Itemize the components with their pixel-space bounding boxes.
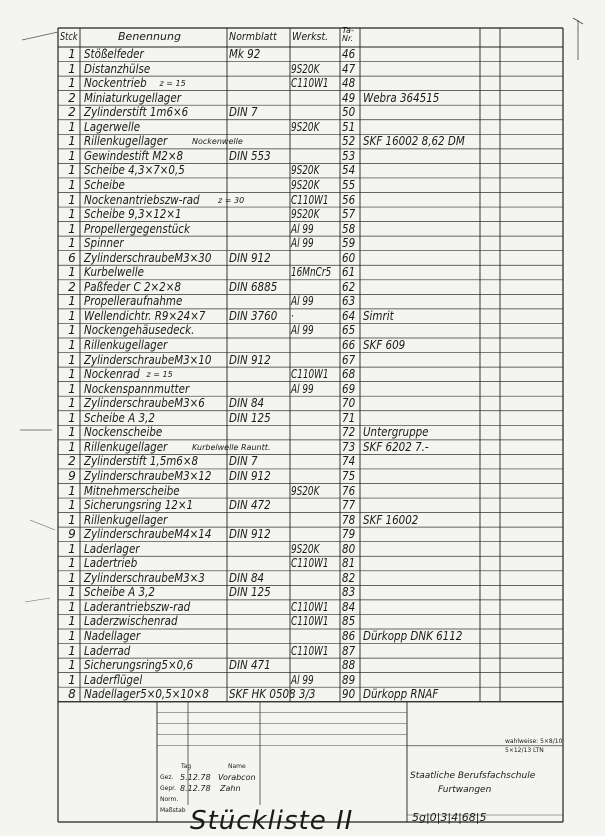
row-stk: 1 (68, 192, 76, 207)
row-stk: 1 (68, 599, 76, 614)
row-werk: Al 99 (291, 236, 314, 251)
row-note: Nockenwelle (192, 137, 243, 147)
row-name: Zylinderstift 1,5m6×8 (84, 454, 199, 469)
row-norm: DIN 912 (229, 352, 271, 367)
norm-label: Norm. (160, 796, 179, 803)
document-title: Stückliste II (190, 806, 354, 836)
row-nr: 90 (342, 687, 356, 702)
row-stk: 1 (68, 294, 76, 309)
row-extra: Untergruppe (363, 425, 429, 440)
row-nr: 68 (342, 367, 356, 382)
row-stk: 1 (68, 672, 76, 687)
row-nr: 63 (342, 294, 356, 309)
row-name: Miniaturkugellager (84, 90, 181, 105)
row-nr: 76 (342, 483, 356, 498)
row-stk: 1 (68, 47, 76, 61)
row-stk: 1 (68, 614, 76, 629)
row-extra: SKF 609 (363, 338, 406, 352)
row-stk: 1 (68, 61, 76, 76)
row-nr: 66 (342, 338, 356, 352)
row-norm: DIN 912 (229, 527, 271, 542)
header-werkst: Werkst. (292, 30, 329, 43)
row-nr: 67 (342, 352, 356, 367)
row-werk: · (291, 308, 294, 323)
row-name: Scheibe 4,3×7×0,5 (84, 163, 185, 178)
row-name: Laderzwischenrad (84, 614, 178, 629)
gez-label: Gez. (160, 774, 174, 781)
row-nr: 49 (342, 90, 356, 105)
row-name: ZylinderschraubeM3×30 (84, 250, 212, 265)
row-norm: DIN 6885 (229, 279, 278, 294)
row-stk: 1 (68, 541, 76, 556)
margin-mark (30, 520, 55, 530)
row-name: Nadellager5×0,5×10×8 (84, 687, 209, 702)
row-werk: 16MnCr5 (291, 265, 332, 280)
row-stk: 1 (68, 439, 76, 454)
row-werk: Al 99 (291, 323, 314, 338)
row-name: Lagerwelle (84, 119, 141, 134)
row-extra: Dürkopp DNK 6112 (363, 629, 463, 643)
row-nr: 75 (342, 468, 356, 483)
row-name: Nockentrieb (84, 76, 147, 91)
row-stk: 1 (68, 207, 76, 222)
row-nr: 65 (342, 323, 356, 338)
row-werk: 9S20K (291, 177, 320, 192)
row-note: Kurbelwelle Rauntt. (192, 442, 271, 452)
row-name: Rillenkugellager (84, 512, 168, 527)
row-werk: Al 99 (291, 381, 314, 396)
row-werk: C110W1 (291, 614, 329, 629)
massstab-label: Maßstab (160, 807, 186, 814)
row-name: Nockenrad (84, 367, 140, 382)
margin-mark (25, 598, 50, 602)
header-benennung: Benennung (118, 30, 181, 43)
row-stk: 1 (68, 556, 76, 571)
side-note: wahlweise: 5×8/10 5×12/13 LTN (505, 738, 563, 754)
row-stk: 1 (68, 76, 76, 91)
row-name: Nockenantriebszw-rad (84, 192, 200, 207)
row-norm: DIN 471 (229, 658, 271, 673)
row-name: Laderantriebszw-rad (84, 599, 191, 614)
row-norm: SKF HK 0508 3/3 (229, 687, 316, 702)
row-werk: C110W1 (291, 556, 329, 571)
row-nr: 58 (342, 221, 356, 236)
row-nr: 47 (342, 61, 356, 76)
gepr-date: 8.12.78 (180, 784, 211, 793)
row-stk: 1 (68, 119, 76, 134)
row-stk: 1 (68, 570, 76, 585)
row-name: Nockenscheibe (84, 425, 163, 440)
row-name: Nockenspannmutter (84, 381, 190, 396)
row-name: Zylinderstift 1m6×6 (84, 105, 189, 120)
row-norm: DIN 912 (229, 250, 271, 265)
header-teil-nr: Ta- Nr. (342, 26, 354, 43)
row-werk: 9S20K (291, 163, 320, 178)
row-stk: 1 (68, 352, 76, 367)
row-stk: 6 (68, 250, 76, 265)
row-werk: Al 99 (291, 221, 314, 236)
row-stk: 1 (68, 629, 76, 643)
row-name: Paßfeder C 2×2×8 (84, 279, 181, 294)
row-nr: 48 (342, 76, 356, 91)
row-name: Scheibe A 3,2 (84, 585, 155, 600)
row-nr: 83 (342, 585, 356, 600)
row-norm: DIN 84 (229, 396, 265, 411)
row-stk: 2 (68, 454, 76, 469)
row-name: Wellendichtr. R9×24×7 (84, 308, 206, 323)
row-extra: SKF 16002 8,62 DM (363, 134, 465, 149)
row-stk: 1 (68, 643, 76, 658)
row-stk: 1 (68, 163, 76, 178)
row-werk: C110W1 (291, 643, 329, 658)
row-stk: 1 (68, 323, 76, 338)
row-stk: 1 (68, 236, 76, 251)
row-name: Ladertrieb (84, 556, 138, 571)
header-stk: Stck (60, 30, 78, 43)
row-nr: 85 (342, 614, 356, 629)
row-werk: C110W1 (291, 192, 329, 207)
row-nr: 57 (342, 207, 356, 222)
row-name: Scheibe (84, 177, 125, 192)
name-label: Name (228, 763, 246, 770)
row-name: Rillenkugellager (84, 338, 168, 352)
row-name: Propelleraufnahme (84, 294, 183, 309)
tag-label: Tag (181, 763, 192, 770)
row-nr: 72 (342, 425, 356, 440)
row-norm: DIN 3760 (229, 308, 278, 323)
row-stk: 1 (68, 498, 76, 513)
row-extra: SKF 6202 7.- (363, 439, 429, 454)
row-norm: DIN 912 (229, 468, 271, 483)
row-name: Nockengehäusedeck. (84, 323, 195, 338)
row-nr: 74 (342, 454, 356, 469)
margin-mark (22, 32, 58, 40)
row-name: Scheibe 9,3×12×1 (84, 207, 182, 222)
row-note: z = 30 (218, 195, 245, 205)
row-norm: DIN 472 (229, 498, 271, 513)
row-nr: 59 (342, 236, 356, 251)
row-nr: 79 (342, 527, 356, 542)
row-nr: 78 (342, 512, 356, 527)
row-nr: 69 (342, 381, 356, 396)
row-norm: DIN 84 (229, 570, 265, 585)
row-norm: DIN 125 (229, 410, 271, 425)
row-nr: 53 (342, 148, 356, 163)
row-stk: 2 (68, 90, 76, 105)
row-werk: Al 99 (291, 294, 314, 309)
row-stk: 1 (68, 425, 76, 440)
row-name: Laderlager (84, 541, 140, 556)
row-nr: 73 (342, 439, 356, 454)
row-werk: 9S20K (291, 61, 320, 76)
row-stk: 1 (68, 221, 76, 236)
row-name: Mitnehmerscheibe (84, 483, 180, 498)
row-name: ZylinderschraubeM3×6 (84, 396, 205, 411)
row-nr: 50 (342, 105, 356, 120)
row-norm: Mk 92 (229, 47, 261, 61)
row-nr: 87 (342, 643, 356, 658)
row-stk: 1 (68, 658, 76, 673)
row-name: Rillenkugellager (84, 439, 168, 454)
row-stk: 1 (68, 308, 76, 323)
row-werk: Al 99 (291, 672, 314, 687)
row-stk: 1 (68, 483, 76, 498)
row-name: Rillenkugellager (84, 134, 168, 149)
row-stk: 9 (68, 468, 76, 483)
row-name: Spinner (84, 236, 124, 251)
row-extra: Webra 364515 (363, 90, 440, 105)
gepr-signature: Zahn (220, 784, 241, 793)
row-nr: 51 (342, 119, 356, 134)
row-nr: 80 (342, 541, 356, 556)
row-nr: 64 (342, 308, 356, 323)
row-note: z = 15 (159, 79, 186, 89)
row-name: ZylinderschraubeM4×14 (84, 527, 212, 542)
row-nr: 89 (342, 672, 356, 687)
row-stk: 1 (68, 410, 76, 425)
row-werk: C110W1 (291, 367, 329, 382)
row-werk: C110W1 (291, 599, 329, 614)
row-stk: 1 (68, 585, 76, 600)
row-werk: C110W1 (291, 76, 329, 91)
row-norm: DIN 7 (229, 454, 258, 469)
row-nr: 62 (342, 279, 356, 294)
row-stk: 2 (68, 105, 76, 120)
row-norm: DIN 553 (229, 148, 271, 163)
row-name: Stößelfeder (84, 47, 144, 61)
row-werk: 9S20K (291, 207, 320, 222)
school-line-2: Furtwangen (438, 785, 492, 795)
row-name: ZylinderschraubeM3×3 (84, 570, 205, 585)
row-stk: 1 (68, 265, 76, 280)
row-werk: 9S20K (291, 119, 320, 134)
row-nr: 71 (342, 410, 356, 425)
row-name: Distanzhülse (84, 61, 151, 76)
row-stk: 1 (68, 396, 76, 411)
row-name: Gewindestift M2×8 (84, 148, 184, 163)
row-nr: 46 (342, 47, 356, 61)
row-stk: 1 (68, 177, 76, 192)
row-nr: 70 (342, 396, 356, 411)
row-name: Propellergegenstück (84, 221, 190, 236)
row-nr: 52 (342, 134, 356, 149)
school-line-1: Staatliche Berufsfachschule (410, 771, 536, 781)
row-werk: 9S20K (291, 483, 320, 498)
row-name: Nadellager (84, 629, 141, 643)
row-nr: 81 (342, 556, 356, 571)
row-nr: 82 (342, 570, 356, 585)
row-nr: 56 (342, 192, 356, 207)
row-nr: 77 (342, 498, 356, 513)
row-stk: 9 (68, 527, 76, 542)
row-extra: Dürkopp RNAF (363, 687, 439, 702)
row-stk: 2 (68, 279, 76, 294)
row-nr: 61 (342, 265, 356, 280)
row-stk: 1 (68, 381, 76, 396)
gez-date: 5.12.78 (180, 773, 211, 782)
header-normblatt: Normblatt (229, 30, 277, 43)
row-nr: 55 (342, 177, 356, 192)
row-name: Sicherungsring 12×1 (84, 498, 194, 513)
row-nr: 84 (342, 599, 356, 614)
drawing-number: 5g|0|3|4|68|5 (412, 811, 487, 824)
row-extra: Simrit (363, 308, 394, 323)
row-stk: 8 (68, 687, 76, 702)
row-name: ZylinderschraubeM3×10 (84, 352, 212, 367)
row-stk: 1 (68, 512, 76, 527)
row-name: Sicherungsring5×0,6 (84, 658, 194, 673)
row-name: Kurbelwelle (84, 265, 144, 280)
row-extra: SKF 16002 (363, 512, 419, 527)
row-norm: DIN 7 (229, 105, 258, 120)
gepr-label: Gepr. (160, 785, 176, 792)
row-stk: 1 (68, 367, 76, 382)
row-stk: 1 (68, 338, 76, 352)
gez-signature: Vorabcon (218, 773, 256, 782)
row-name: Laderrad (84, 643, 131, 658)
row-stk: 1 (68, 148, 76, 163)
row-name: ZylinderschraubeM3×12 (84, 468, 212, 483)
row-nr: 86 (342, 629, 356, 643)
row-stk: 1 (68, 134, 76, 149)
row-norm: DIN 125 (229, 585, 271, 600)
row-werk: 9S20K (291, 541, 320, 556)
row-nr: 54 (342, 163, 356, 178)
row-nr: 60 (342, 250, 356, 265)
row-nr: 88 (342, 658, 356, 673)
row-name: Laderflügel (84, 672, 143, 687)
row-note: z = 15 (146, 370, 173, 380)
row-name: Scheibe A 3,2 (84, 410, 155, 425)
